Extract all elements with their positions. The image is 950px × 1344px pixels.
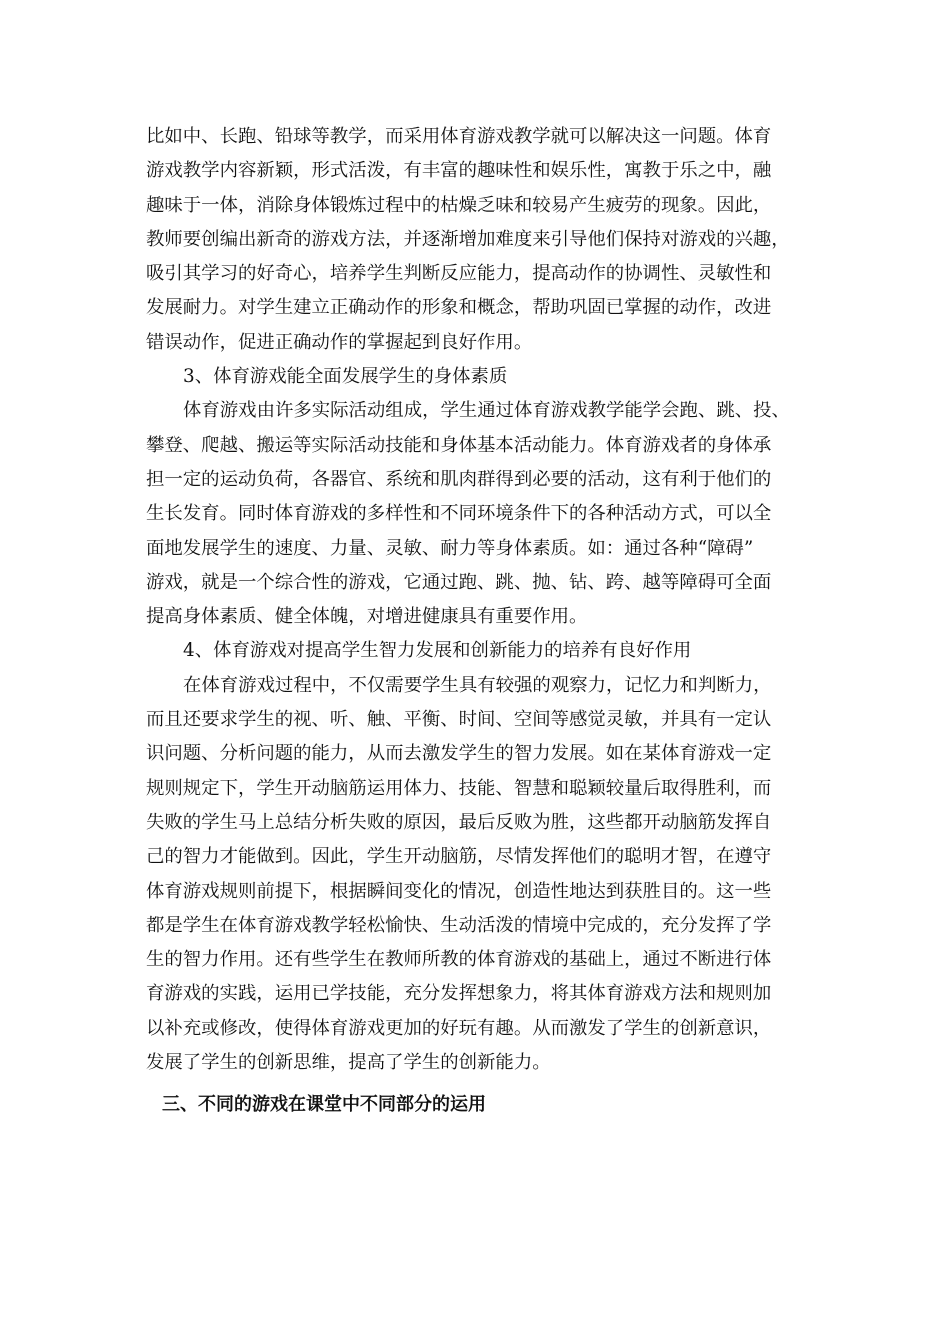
paragraph-line: 错误动作，促进正确动作的掌握起到良好作用。 — [146, 331, 533, 353]
paragraph-line: 失败的学生马上总结分析失败的原因，最后反败为胜，这些都开动脑筋发挥自 — [146, 811, 772, 833]
paragraph-line: 而且还要求学生的视、听、触、平衡、时间、空间等感觉灵敏，并具有一定认 — [146, 709, 772, 731]
document-body — [146, 120, 806, 1123]
paragraph-line: 体育游戏规则前提下，根据瞬间变化的情况，创造性地达到获胜目的。这一些 — [146, 880, 772, 902]
paragraph-line: 游戏教学内容新颖，形式活泼，有丰富的趣味性和娱乐性，寓教于乐之中，融 — [146, 160, 772, 182]
paragraph-line: 教师要创编出新奇的游戏方法，并逐渐增加难度来引导他们保持对游戏的兴趣， — [146, 228, 790, 250]
subsection-heading-4: 4、体育游戏对提高学生智力发展和创新能力的培养有良好作用 — [183, 640, 692, 662]
paragraph-line: 吸引其学习的好奇心，培养学生判断反应能力，提高动作的协调性、灵敏性和 — [146, 263, 772, 285]
paragraph-line: 比如中、长跑、铅球等教学，而采用体育游戏教学就可以解决这一问题。体育 — [146, 126, 772, 147]
section-heading: 三、不同的游戏在课堂中不同部分的运用 — [162, 1094, 486, 1116]
paragraph-line: 体育游戏由许多实际活动组成，学生通过体育游戏教学能学会跑、跳、投、 — [183, 400, 790, 422]
paragraph-line: 在体育游戏过程中，不仅需要学生具有较强的观察力，记忆力和判断力， — [183, 674, 772, 696]
paragraph-line: 识问题、分析问题的能力，从而去激发学生的智力发展。如在某体育游戏一定 — [146, 743, 772, 765]
paragraph-line: 面地发展学生的速度、力量、灵敏、耐力等身体素质。如：通过各种“障碍” — [146, 537, 754, 559]
paragraph-line: 发展耐力。对学生建立正确动作的形象和概念，帮助巩固已掌握的动作，改进 — [146, 297, 772, 319]
paragraph-line: 游戏，就是一个综合性的游戏，它通过跑、跳、抛、钻、跨、越等障碍可全面 — [146, 571, 772, 593]
paragraph-line: 己的智力才能做到。因此，学生开动脑筋，尽情发挥他们的聪明才智，在遵守 — [146, 846, 772, 868]
paragraph-line: 都是学生在体育游戏教学轻松愉快、生动活泼的情境中完成的，充分发挥了学 — [146, 914, 772, 936]
subsection-heading-3: 3、体育游戏能全面发展学生的身体素质 — [183, 366, 508, 388]
paragraph-line: 育游戏的实践，运用已学技能，充分发挥想象力，将其体育游戏方法和规则加 — [146, 983, 772, 1005]
paragraph-line: 担一定的运动负荷，各器官、系统和肌肉群得到必要的活动，这有利于他们的 — [146, 468, 772, 490]
paragraph-line: 趣味于一体，消除身体锻炼过程中的枯燥乏味和较易产生疲劳的现象。因此， — [146, 194, 772, 216]
paragraph-line: 发展了学生的创新思维，提高了学生的创新能力。 — [146, 1052, 551, 1074]
paragraph-line: 规则规定下，学生开动脑筋运用体力、技能、智慧和聪颖较量后取得胜利，而 — [146, 777, 772, 799]
paragraph-line: 生的智力作用。还有些学生在教师所教的体育游戏的基础上，通过不断进行体 — [146, 949, 772, 971]
paragraph-line: 生长发育。同时体育游戏的多样性和不同环境条件下的各种活动方式，可以全 — [146, 503, 772, 525]
paragraph-line: 以补充或修改，使得体育游戏更加的好玩有趣。从而激发了学生的创新意识， — [146, 1017, 772, 1039]
paragraph-line: 提高身体素质、健全体魄，对增进健康具有重要作用。 — [146, 606, 588, 628]
paragraph-line: 攀登、爬越、搬运等实际活动技能和身体基本活动能力。体育游戏者的身体承 — [146, 434, 772, 456]
